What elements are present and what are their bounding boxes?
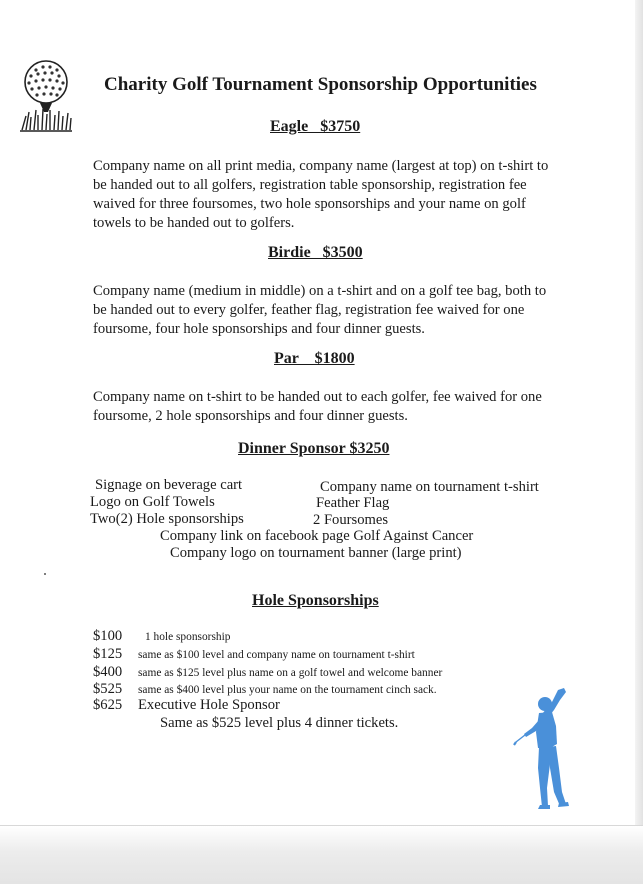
hole-description: same as $100 level and company name on tournament t-shirt: [138, 649, 415, 661]
hole-description: Executive Hole Sponsor: [138, 697, 280, 713]
dinner-item: Company logo on tournament banner (large print): [170, 545, 462, 561]
dinner-heading: Dinner Sponsor $3250: [238, 440, 390, 457]
birdie-heading: Birdie $3500: [268, 244, 363, 261]
golfer-silhouette-icon: [512, 688, 582, 813]
par-description: Company name on t-shirt to be handed out to each golfer, fee waived for one foursome, 2 hole sponsorships and four dinner guests.: [93, 389, 542, 424]
eagle-description: Company name on all print media, company name (largest at top) on t-shirt to be handed out to all golfers, registration table sponsorship, registration fee waived for three foursomes, two hole sponsorships and your name on golf towels to be handed out to golfers.: [93, 158, 549, 231]
hole-price: $525: [93, 681, 123, 697]
hole-price: $400: [93, 664, 123, 680]
hole-price: $100: [93, 628, 123, 644]
dinner-item: Two(2) Hole sponsorships: [90, 511, 244, 527]
dinner-item: Feather Flag: [316, 495, 390, 511]
dinner-item: Company name on tournament t-shirt: [320, 479, 539, 495]
hole-description: same as $125 level plus name on a golf towel and welcome banner: [138, 667, 443, 679]
eagle-heading: Eagle $3750: [270, 118, 361, 135]
hole-description: same as $400 level plus your name on the tournament cinch sack.: [138, 684, 437, 696]
dinner-item: Company link on facebook page Golf Against Cancer: [160, 528, 474, 544]
dinner-item: Signage on beverage cart: [95, 477, 243, 493]
par-heading: Par $1800: [274, 350, 355, 367]
scan-bottom-edge: [0, 825, 643, 884]
dinner-item: 2 Foursomes: [313, 512, 388, 528]
dinner-item: Logo on Golf Towels: [90, 494, 215, 510]
birdie-description: Company name (medium in middle) on a t-shirt and on a golf tee bag, both to be handed out to every golfer, feather flag, registration fee waived for one foursome, four hole sponsorships and four dinner guests.: [93, 283, 547, 337]
executive-note: Same as $525 level plus 4 dinner tickets.: [160, 715, 399, 731]
hole-price: $625: [93, 697, 123, 713]
scan-edge: [635, 0, 643, 884]
hole-heading: Hole Sponsorships: [252, 592, 379, 609]
page-title: Charity Golf Tournament Sponsorship Opportunities: [104, 74, 537, 95]
hole-description: 1 hole sponsorship: [145, 631, 231, 643]
hole-price: $125: [93, 646, 123, 662]
scan-speck: [44, 573, 46, 575]
golf-ball-on-tee-icon: [16, 60, 76, 140]
